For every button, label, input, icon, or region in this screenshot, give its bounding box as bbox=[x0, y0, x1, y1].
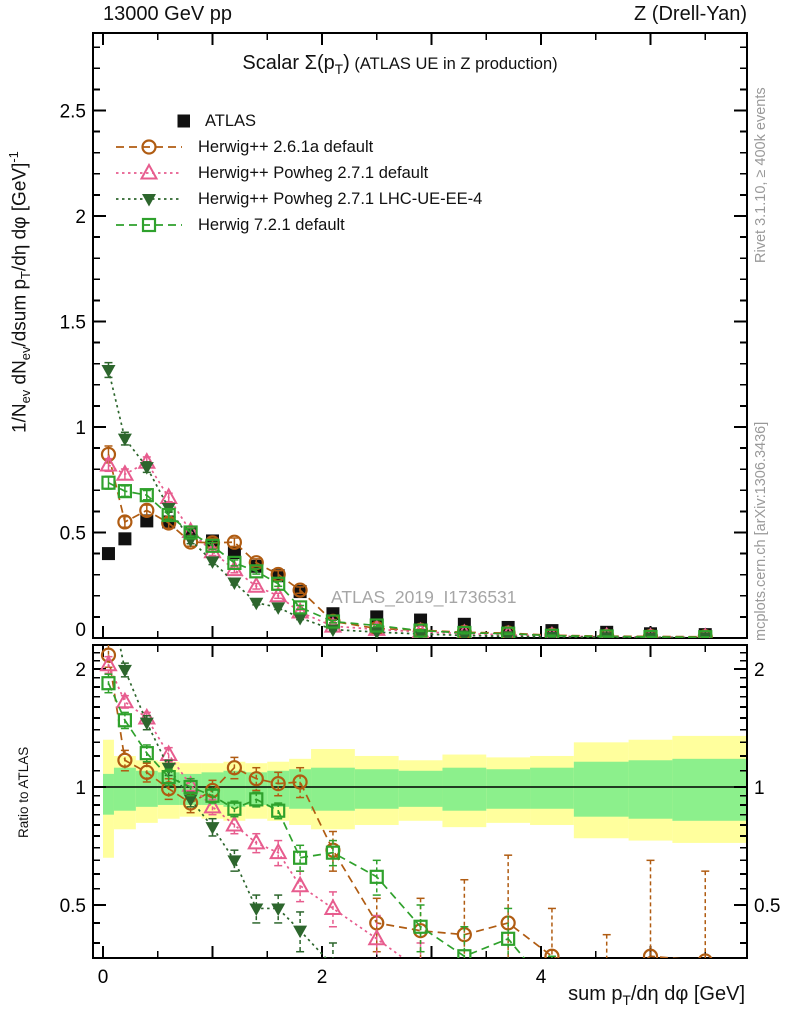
svg-text:0.5: 0.5 bbox=[59, 523, 86, 545]
legend-item bbox=[112, 134, 482, 160]
svg-text:1.5: 1.5 bbox=[59, 312, 86, 334]
svg-text:0: 0 bbox=[97, 967, 109, 988]
svg-text:2: 2 bbox=[75, 660, 86, 681]
legend-item-label: Herwig++ Powheg 2.7.1 LHC-UE-EE-4 bbox=[198, 189, 483, 208]
legend-item-label: ATLAS bbox=[205, 111, 257, 130]
series-powheg_ueee4-main bbox=[101, 363, 712, 645]
legend-item bbox=[112, 212, 482, 238]
legend-item-label: Herwig++ 2.6.1a default bbox=[198, 137, 374, 156]
series-powheg_default-ratio bbox=[101, 657, 713, 1024]
ratio-y-axis-label: Ratio to ATLAS bbox=[16, 746, 31, 838]
watermark: ATLAS_2019_I1736531 bbox=[331, 587, 517, 607]
svg-text:1: 1 bbox=[754, 778, 765, 799]
svg-text:2.5: 2.5 bbox=[59, 101, 86, 123]
svg-text:1: 1 bbox=[75, 418, 86, 439]
svg-text:2: 2 bbox=[754, 660, 765, 681]
x-axis-label: sum $p_T/d\eta$ dφ [GeV] bbox=[568, 983, 745, 1008]
legend-marker-icon bbox=[112, 137, 190, 157]
series-herwig721-ratio bbox=[102, 674, 711, 1024]
process-label: Z (Drell-Yan) bbox=[634, 3, 747, 25]
mcplots-credit: mcplots.cern.ch [arXiv:1306.3436] bbox=[753, 421, 769, 641]
series-herwig261-main bbox=[102, 446, 712, 643]
rivet-credit: Rivet 3.1.10, ≥ 400k events bbox=[753, 87, 769, 263]
svg-text:0.5: 0.5 bbox=[754, 896, 781, 917]
legend-item-label: Herwig++ Powheg 2.7.1 default bbox=[198, 163, 429, 182]
svg-text:2: 2 bbox=[75, 207, 86, 228]
series-herwig721-main bbox=[102, 476, 711, 643]
legend-item bbox=[112, 108, 482, 134]
svg-text:0: 0 bbox=[75, 620, 86, 641]
legend bbox=[112, 108, 482, 238]
legend-marker-icon bbox=[112, 215, 190, 235]
svg-text:0.5: 0.5 bbox=[59, 896, 86, 917]
svg-text:2: 2 bbox=[316, 967, 328, 988]
beam-energy-label: 13000 GeV pp bbox=[103, 3, 232, 25]
legend-item-label: Herwig 7.2.1 default bbox=[198, 215, 345, 234]
plot-title: Scalar $\Sigma(p_T)$ (ATLAS UE in Z production) bbox=[242, 52, 558, 77]
legend-marker-icon bbox=[112, 163, 190, 183]
legend-marker-icon bbox=[112, 189, 190, 209]
legend-marker-icon bbox=[112, 111, 190, 131]
legend-item bbox=[112, 186, 482, 212]
svg-text:4: 4 bbox=[535, 967, 547, 988]
y-axis-label: $1/N_{ev}$ $dN_{ev}$/dsum $p_T/d\eta$ dφ [GeV]$^{-1}$ bbox=[6, 151, 34, 433]
series-atlas-main bbox=[102, 514, 712, 641]
svg-text:1: 1 bbox=[75, 778, 86, 799]
legend-item bbox=[112, 160, 482, 186]
